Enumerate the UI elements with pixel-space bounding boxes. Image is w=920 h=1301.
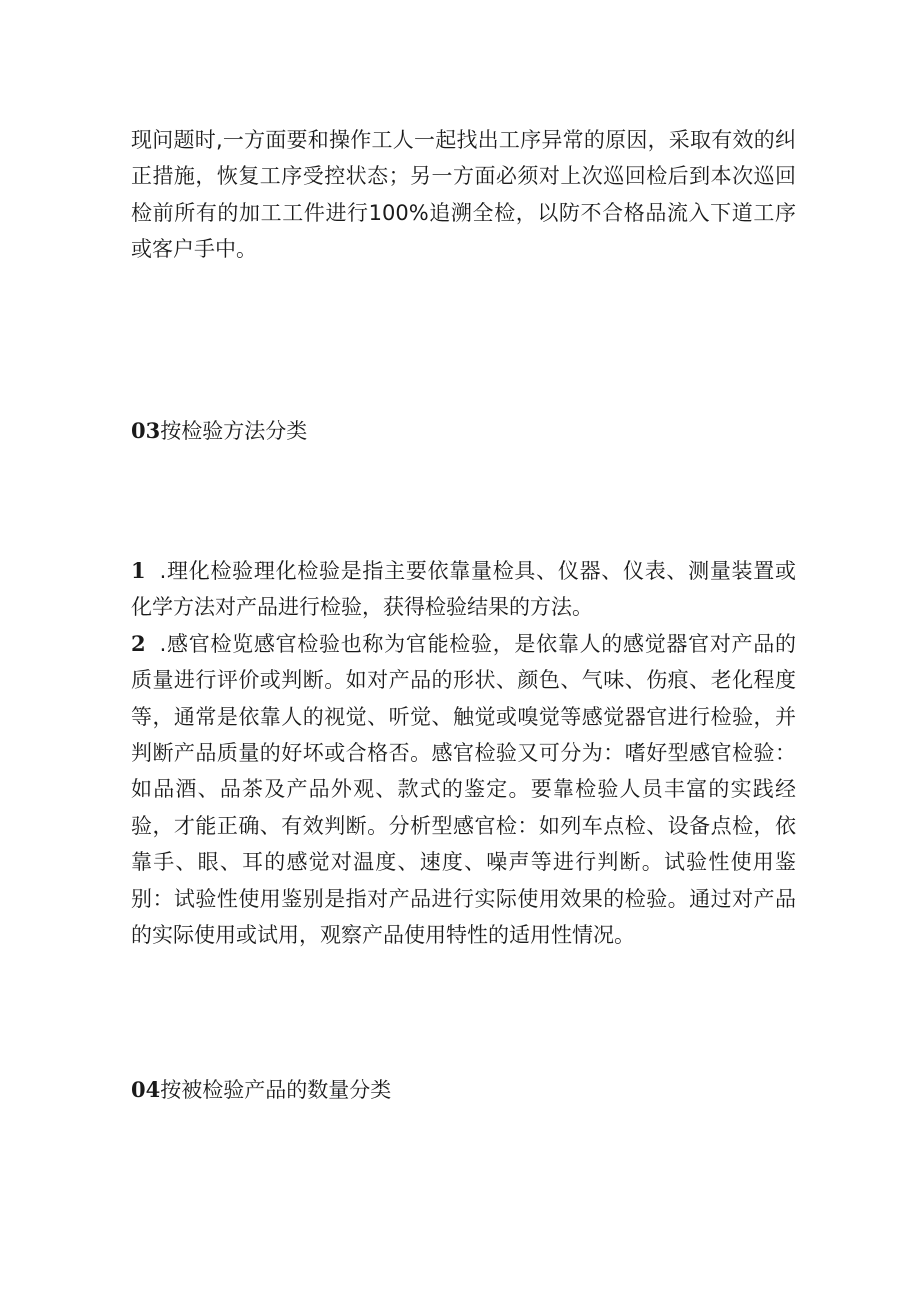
- list-item-1-number: 1: [131, 558, 146, 583]
- method-list: [131, 553, 796, 953]
- intro-paragraph: 现问题时,一方面要和操作工人一起找出工序异常的原因，采取有效的纠正措施，恢复工序受控状态；另一方面必须对上次巡回检后到本次巡回检前所有的加工工件进行100%追溯全检，以防不合格品流入下道工序或客户手中。: [131, 128, 796, 262]
- list-item-2-text: .感官检览感官检验也称为官能检验，是依靠人的感觉器官对产品的质量进行评价或判断。如对产品的形状、颜色、气味、伤痕、老化程度等，通常是依靠人的视觉、听觉、触觉或嗅觉等感觉器官进行检验，并判断产品质量的好坏或合格否。感官检验又可分为：嗜好型感官检验：如品酒、品茶及产品外观、款式的鉴定。要靠检验人员丰富的实践经验，才能正确、有效判断。分析型感官检：如列车点检、设备点检，依靠手、眼、耳的感觉对温度、速度、噪声等进行判断。试验性使用鉴别：试验性使用鉴别是指对产品进行实际使用效果的检验。通过对产品的实际使用或试用，观察产品使用特性的适用性情况。: [131, 631, 796, 948]
- section-04-heading: [131, 1072, 391, 1108]
- list-item-2: [131, 626, 796, 954]
- list-item-1: [131, 553, 796, 626]
- section-03-title: 按检验方法分类: [160, 419, 308, 443]
- section-03-heading: [131, 413, 307, 449]
- section-03-number: 03: [131, 418, 161, 443]
- list-item-2-number: 2: [131, 630, 146, 656]
- section-04-number: 04: [131, 1077, 161, 1102]
- list-item-1-text: .理化检验理化检验是指主要依靠量检具、仪器、仪表、测量装置或化学方法对产品进行检验，获得检验结果的方法。: [131, 559, 796, 620]
- section-04-title: 按被检验产品的数量分类: [160, 1078, 392, 1102]
